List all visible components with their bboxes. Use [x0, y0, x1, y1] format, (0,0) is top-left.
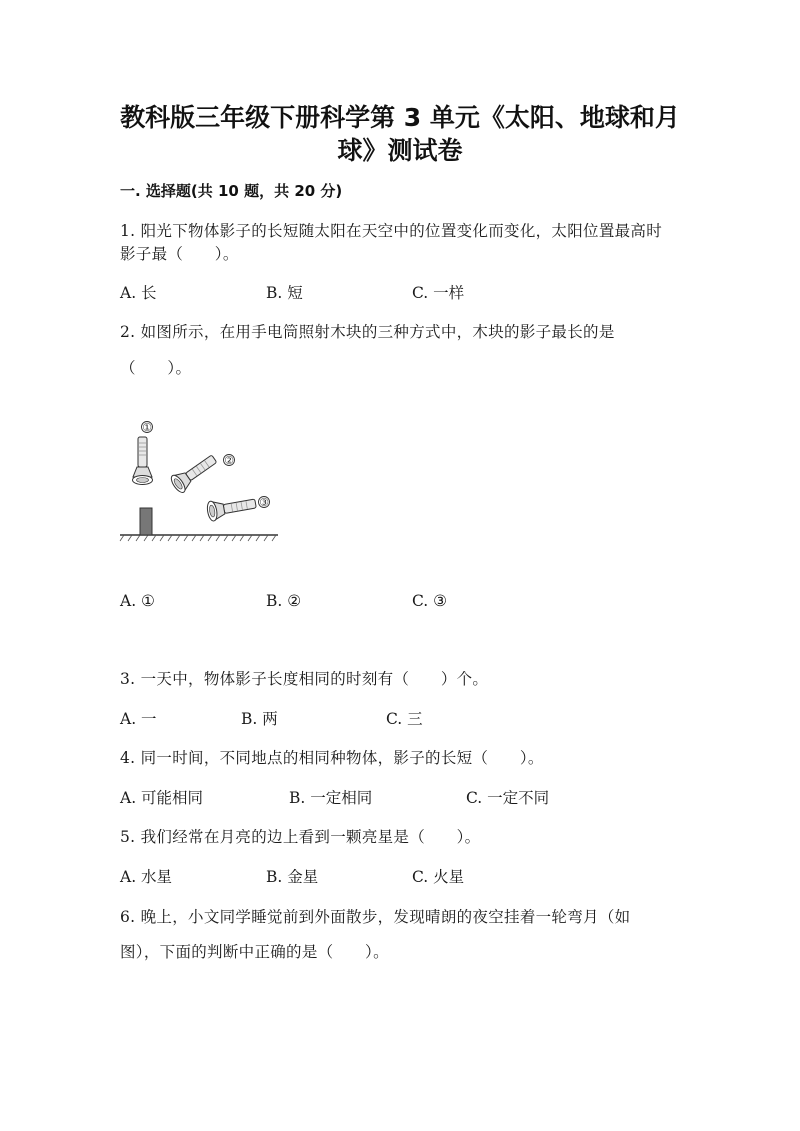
- ground-hatching: [120, 535, 276, 541]
- question-6-text: 6. 晚上，小文同学睡觉前到外面散步，发现晴朗的夜空挂着一轮弯月（如: [120, 908, 631, 926]
- wood-block: [140, 508, 152, 535]
- flashlight-2-label: [224, 454, 235, 467]
- flashlight-1: [133, 437, 153, 485]
- question-1-text: 1. 阳光下物体影子的长短随太阳在天空中的位置变化而变化，太阳位置最高时: [120, 222, 663, 240]
- question-4-option-b[interactable]: B. 一定相同: [289, 789, 373, 807]
- flashlight-figure: [118, 415, 288, 545]
- question-3-option-a[interactable]: A. 一: [120, 710, 157, 728]
- flashlight-3: [206, 494, 257, 522]
- question-4-option-c[interactable]: C. 一定不同: [466, 789, 550, 807]
- question-5-option-c[interactable]: C. 火星: [412, 868, 465, 886]
- svg-text:①: ①: [142, 421, 152, 434]
- question-2-option-b[interactable]: B. ②: [266, 592, 302, 610]
- question-5-option-b[interactable]: B. 金星: [266, 868, 319, 886]
- flashlight-2: [169, 450, 220, 494]
- flashlight-1-label: [142, 421, 153, 434]
- svg-text:③: ③: [259, 496, 269, 509]
- question-1-option-c[interactable]: C. 一样: [412, 284, 465, 302]
- question-5-option-a[interactable]: A. 水星: [120, 868, 173, 886]
- svg-text:②: ②: [224, 454, 234, 467]
- question-3-option-c[interactable]: C. 三: [386, 710, 423, 728]
- question-4-text: 4. 同一时间，不同地点的相同种物体，影子的长短（ ）。: [120, 749, 544, 767]
- section-heading: 一. 选择题(共 10 题，共 20 分): [120, 182, 343, 200]
- question-6-text-line2: 图），下面的判断中正确的是（ ）。: [120, 943, 389, 961]
- question-2-text: 2. 如图所示，在用手电筒照射木块的三种方式中，木块的影子最长的是: [120, 323, 615, 341]
- question-5-text: 5. 我们经常在月亮的边上看到一颗亮星是（ ）。: [120, 828, 481, 846]
- question-4-option-a[interactable]: A. 可能相同: [120, 789, 204, 807]
- question-1-option-a[interactable]: A. 长: [120, 284, 157, 302]
- question-3-text: 3. 一天中，物体影子长度相同的时刻有（ ）个。: [120, 670, 489, 688]
- question-3-option-b[interactable]: B. 两: [241, 710, 278, 728]
- question-2-option-c[interactable]: C. ③: [412, 592, 448, 610]
- question-1-text-line2: 影子最（ ）。: [120, 245, 239, 263]
- page-title: 教科版三年级下册科学第 3 单元《太阳、地球和月: [120, 103, 680, 132]
- question-1-option-b[interactable]: B. 短: [266, 284, 303, 302]
- question-2-option-a[interactable]: A. ①: [120, 592, 155, 610]
- question-2-text-line2: （ ）。: [120, 359, 192, 377]
- page-title-line2: 球》测试卷: [337, 136, 463, 165]
- flashlight-3-label: [259, 496, 270, 509]
